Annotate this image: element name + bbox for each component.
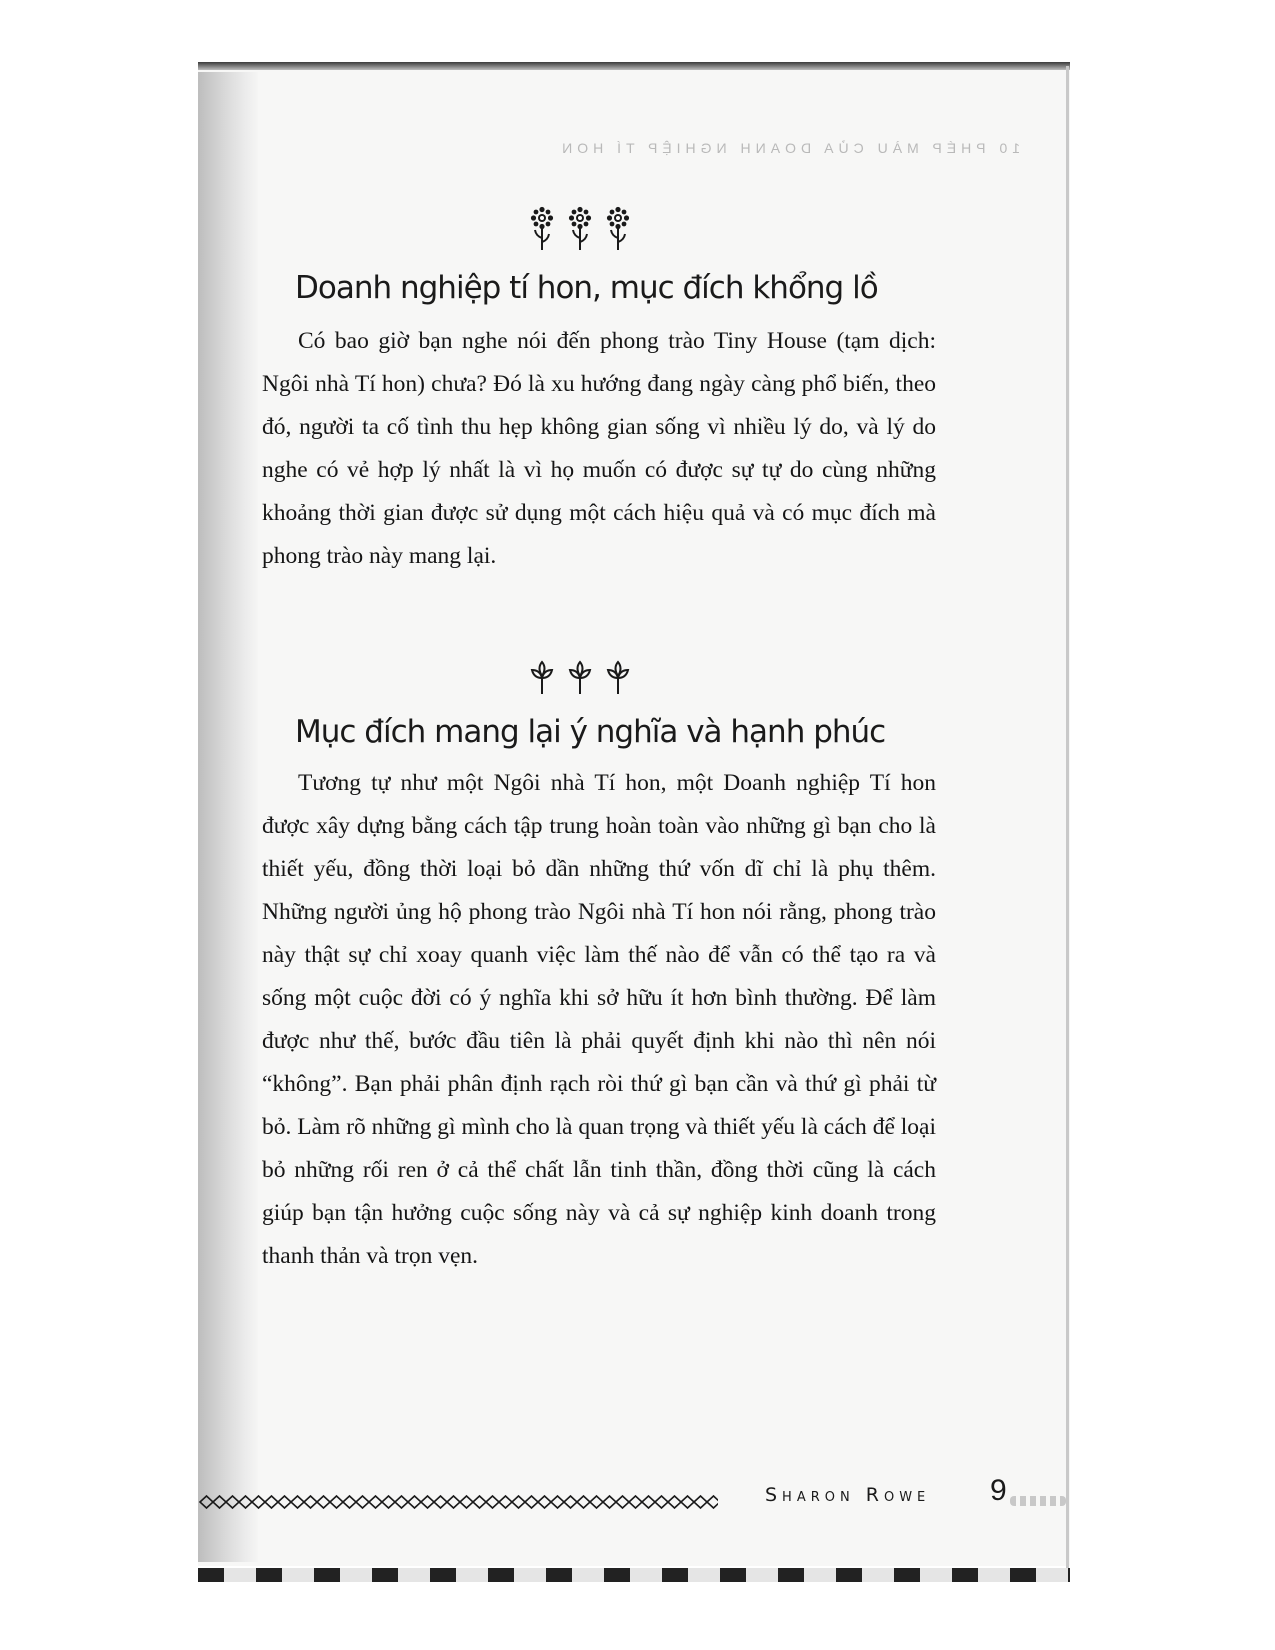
diamond-link [577,1496,590,1508]
diamond-link [447,1496,460,1508]
section-paragraph: Có bao giờ bạn nghe nói đến phong trào Tiny House (tạm dịch: Ngôi nhà Tí hon) chưa? Đó là xu hướng đang ngày càng phổ biến, theo đó, người ta cố tình thu hẹp không gian sống vì nhiều lý do, và lý do nghe có vẻ hợp lý nhất là vì họ muốn có được sự tự do cùng những khoảng thời gian được sử dụng một cách hiệu quả và có mục đích mà phong trào này mang lại. [262,328,936,569]
diamond-link [564,1496,577,1508]
footer-author: Sharon Rowe [765,1484,931,1506]
diamond-link [642,1496,655,1508]
diamond-link [291,1496,304,1508]
flower-icon [530,206,554,252]
diamond-link [265,1496,278,1508]
diamond-link [512,1496,525,1508]
diamond-link [213,1496,226,1508]
diamond-link [343,1496,356,1508]
diamond-link [499,1496,512,1508]
diamond-link [707,1496,718,1508]
diamond-link [434,1496,447,1508]
diamond-link [200,1496,213,1508]
diamond-link [304,1496,317,1508]
page-number: 9 [990,1474,1007,1507]
diamond-link [330,1496,343,1508]
diamond-link [590,1496,603,1508]
diamond-link [369,1496,382,1508]
diamond-link [655,1496,668,1508]
flower-ornament [530,206,630,252]
diamond-link [317,1496,330,1508]
flower-icon [606,206,630,252]
page-right-edge [1066,66,1069,1576]
diamond-link [226,1496,239,1508]
diamond-link [629,1496,642,1508]
diamond-link [460,1496,473,1508]
diamond-link [616,1496,629,1508]
diamond-link [395,1496,408,1508]
diamond-chain-border [198,1494,718,1510]
sprout-icon [530,658,554,704]
diamond-link [538,1496,551,1508]
diamond-link [694,1496,707,1508]
diamond-link [668,1496,681,1508]
diamond-link [603,1496,616,1508]
section-heading: Mục đích mang lại ý nghĩa và hạnh phúc [295,714,886,750]
bleed-through-border [1010,1496,1066,1506]
section-heading: Doanh nghiệp tí hon, mục đích khổng lồ [295,270,878,306]
diamond-link [252,1496,265,1508]
sprout-icon [568,658,592,704]
diamond-link [421,1496,434,1508]
diamond-link [278,1496,291,1508]
page-bottom-edge [198,1568,1070,1582]
page-top-edge [198,62,1070,70]
diamond-link [473,1496,486,1508]
bleed-through-header: 10 PHÉP MÀU CỦA DOANH NGHIỆP TÍ HON [557,140,1020,156]
diamond-link [356,1496,369,1508]
diamond-link [681,1496,694,1508]
diamond-link [551,1496,564,1508]
diamond-link [382,1496,395,1508]
sprout-icon [606,658,630,704]
sprout-ornament [530,658,630,704]
section-paragraph: Tương tự như một Ngôi nhà Tí hon, một Doanh nghiệp Tí hon được xây dựng bằng cách tập trung hoàn toàn vào những gì bạn cho là thiết yếu, đồng thời loại bỏ dần những thứ vốn dĩ chỉ là phụ thêm. Những người ủng hộ phong trào Ngôi nhà Tí hon nói rằng, phong trào này thật sự chỉ xoay quanh việc làm thế nào để vẫn có thể tạo ra và sống một cuộc đời có ý nghĩa khi sở hữu ít hơn bình thường. Để làm được như thế, bước đầu tiên là phải quyết định khi nào thì nên nói “không”. Bạn phải phân định rạch ròi thứ gì bạn cần và thứ gì phải từ bỏ. Làm rõ những gì mình cho là quan trọng và thiết yếu là cách để loại bỏ những rối ren ở cả thể chất lẫn tinh thần, đồng thời cũng là cách giúp bạn tận hưởng cuộc sống này và cả sự nghiệp kinh doanh trong thanh thản và trọn vẹn. [262,770,936,1269]
book-spine-shadow [198,72,258,1562]
diamond-link [239,1496,252,1508]
diamond-link [525,1496,538,1508]
diamond-link [408,1496,421,1508]
flower-icon [568,206,592,252]
diamond-link [486,1496,499,1508]
